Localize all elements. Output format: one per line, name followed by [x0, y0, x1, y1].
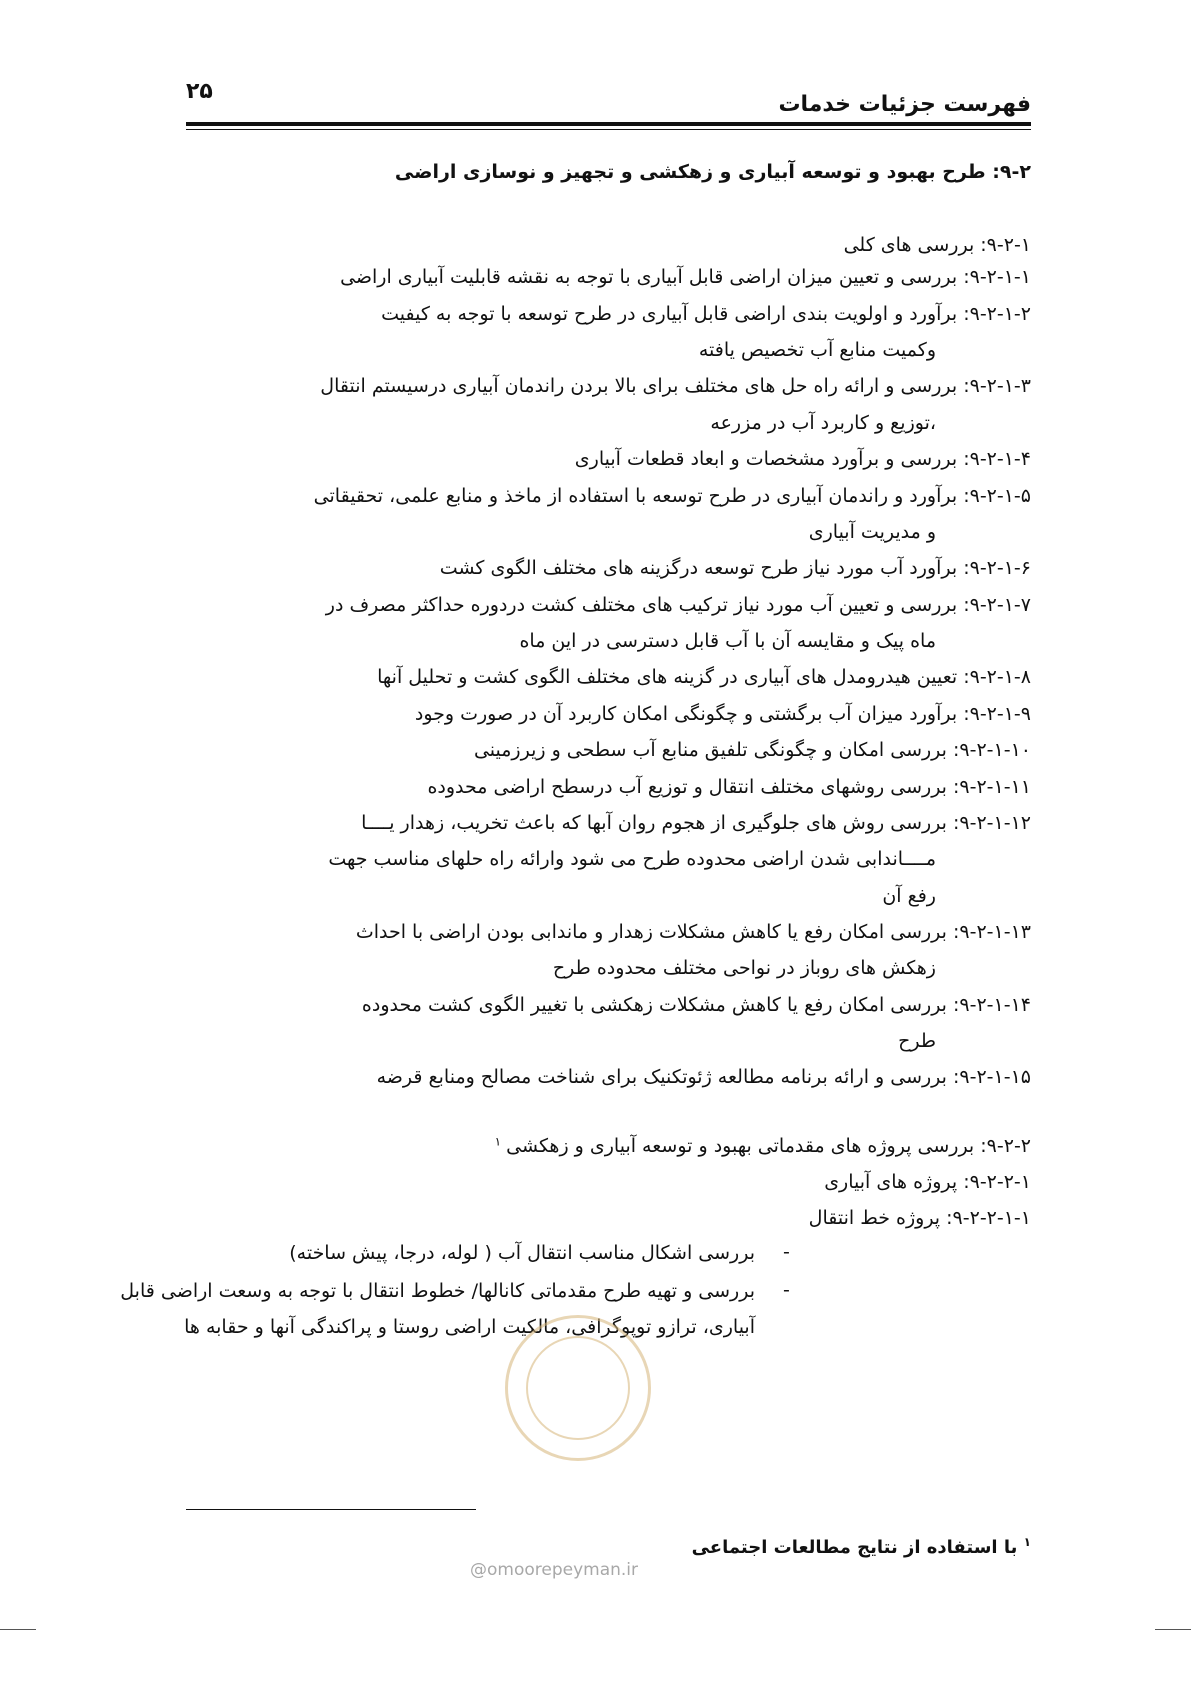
watermark-seal	[505, 1315, 651, 1461]
subsection-heading-wrap	[495, 1134, 1031, 1158]
bullet-text-continuation: آبیاری، ترازو توپوگرافی، مالکیت اراضی روستا و پراکندگی آنها و حقابه ها	[184, 1316, 755, 1338]
item-line: ۹-۲-۱-۱۱: بررسی روشهای مختلف انتقال و توزیع آب درسطح اراضی محدوده	[427, 776, 1031, 798]
item-line: ۹-۲-۱-۴: بررسی و برآورد مشخصات و ابعاد قطعات آبیاری	[574, 448, 1031, 470]
item-line: ۹-۲-۱-۵: برآورد و راندمان آبیاری در طرح توسعه با استفاده از ماخذ و منابع علمی، تحقیقاتی	[313, 485, 1031, 507]
header-rule-thin	[186, 129, 1031, 130]
subsection-heading: ۹-۲-۱: بررسی های کلی	[843, 234, 1031, 256]
item-line: ۹-۲-۱-۳: بررسی و ارائه راه حل های مختلف برای بالا بردن راندمان آبیاری درسیستم انتقال	[320, 375, 1031, 397]
margin-mark	[0, 1629, 36, 1630]
item-line: ۹-۲-۱-۱۵: بررسی و ارائه برنامه مطالعه ژئوتکنیک برای شناخت مصالح ومنابع قرضه	[376, 1066, 1031, 1088]
margin-mark	[1155, 1629, 1191, 1630]
item-line-continuation: طرح	[898, 1030, 936, 1052]
item-line-continuation: ماه پیک و مقایسه آن با آب قابل دسترسی در این ماه	[519, 630, 936, 652]
bullet-text: بررسی و تهیه طرح مقدماتی کانالها/ خطوط انتقال با توجه به وسعت اراضی قابل	[120, 1280, 755, 1302]
item-line: ۹-۲-۱-۱۰: بررسی امکان و چگونگی تلفیق منابع آب سطحی و زیرزمینی	[473, 739, 1031, 761]
footnote-ref: ۱	[494, 1134, 502, 1149]
footnote-marker: ۱	[1023, 1535, 1031, 1549]
footnote-text: با استفاده از نتایج مطالعات اجتماعی	[691, 1537, 1018, 1558]
footnote	[692, 1535, 1031, 1558]
bullet-text: بررسی اشکال مناسب انتقال آب ( لوله، درجا، پیش ساخته)	[289, 1242, 755, 1264]
subsection-heading: ۹-۲-۲-۱: پروژه های آبیاری	[824, 1171, 1031, 1193]
item-line-continuation: رفع آن	[882, 885, 936, 907]
page-number: ۲۵	[186, 79, 213, 104]
watermark-url: @omoorepeyman.ir	[470, 1560, 639, 1580]
item-line: ۹-۲-۱-۸: تعیین هیدرومدل های آبیاری در گزینه های مختلف الگوی کشت و تحلیل آنها	[377, 666, 1031, 688]
footnote-rule	[186, 1509, 476, 1510]
item-line: ۹-۲-۱-۱۳: بررسی امکان رفع یا کاهش مشکلات زهدار و ماندابی بودن اراضی با احداث	[355, 921, 1031, 943]
item-line: ۹-۲-۱-۱: بررسی و تعیین میزان اراضی قابل آبیاری با توجه به نقشه قابلیت آبیاری اراضی	[340, 266, 1031, 288]
subsection-heading: ۹-۲-۲-۱-۱: پروژه خط انتقال	[808, 1207, 1031, 1229]
header-title: فهرست جزئیات خدمات	[778, 92, 1031, 117]
subsection-heading: ۹-۲-۲: بررسی پروژه های مقدماتی بهبود و توسعه آبیاری و زهکشی	[506, 1135, 1031, 1157]
item-line: ۹-۲-۱-۱۲: بررسی روش های جلوگیری از هجوم روان آبها که باعث تخریب، زهدار یــــا	[361, 812, 1031, 834]
section-heading: ۹-۲: طرح بهبود و توسعه آبیاری و زهکشی و تجهیز و نوسازی اراضی	[394, 161, 1031, 183]
item-line-continuation: و مدیریت آبیاری	[808, 521, 936, 543]
bullet-dash: -	[783, 1241, 790, 1263]
item-line: ۹-۲-۱-۲: برآورد و اولویت بندی اراضی قابل آبیاری در طرح توسعه با توجه به کیفیت	[381, 303, 1031, 325]
item-line-continuation: ،توزیع و کاربرد آب در مزرعه	[710, 412, 936, 434]
header-rule-thick	[186, 122, 1031, 126]
item-line-continuation: وکمیت منابع آب تخصیص یافته	[698, 339, 936, 361]
item-line: ۹-۲-۱-۱۴: بررسی امکان رفع یا کاهش مشکلات زهکشی با تغییر الگوی کشت محدوده	[361, 994, 1031, 1016]
item-line: ۹-۲-۱-۶: برآورد آب مورد نیاز طرح توسعه درگزینه های مختلف الگوی کشت	[439, 557, 1031, 579]
item-line-continuation: زهکش های روباز در نواحی مختلف محدوده طرح	[552, 957, 936, 979]
watermark-seal-inner	[526, 1336, 630, 1440]
item-line: ۹-۲-۱-۷: بررسی و تعیین آب مورد نیاز ترکیب های مختلف کشت دردوره حداکثر مصرف در	[325, 594, 1031, 616]
bullet-dash: -	[783, 1279, 790, 1301]
item-line-continuation: مــــاندابی شدن اراضی محدوده طرح می شود وارائه راه حلهای مناسب جهت	[328, 848, 936, 870]
item-line: ۹-۲-۱-۹: برآورد میزان آب برگشتی و چگونگی امکان کاربرد آن در صورت وجود	[414, 703, 1031, 725]
